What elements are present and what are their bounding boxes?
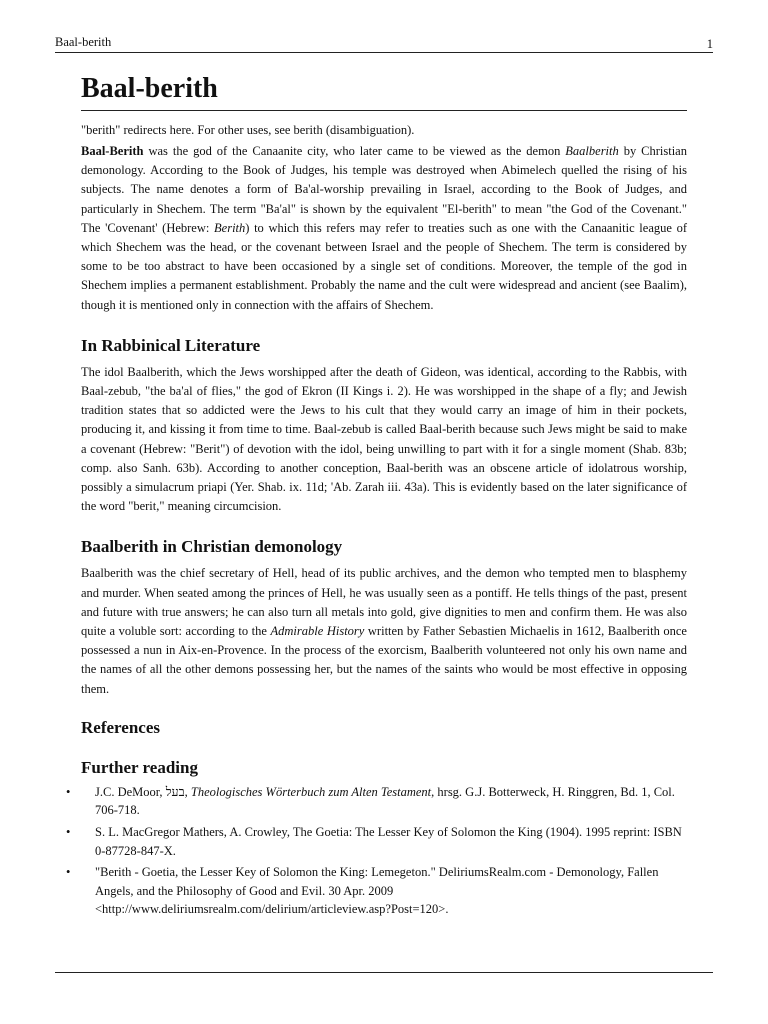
bullet-icon: • (66, 865, 71, 880)
hebrew-term: בעל (165, 784, 185, 799)
running-title: Baal-berith (55, 35, 112, 49)
hatnote: "berith" redirects here. For other uses, see berith (disambiguation). (81, 123, 415, 137)
section-heading-references: References (81, 717, 160, 737)
bullet-icon: • (66, 825, 71, 840)
list-item: • J.C. DeMoor, בעל, Theologisches Wörterbuch zum Alten Testament, hrsg. G.J. Botterweck, H. Ringgren, Bd. 1, Col. 706-718. (66, 784, 675, 818)
article-title: Baal-berith (81, 70, 687, 111)
section-heading-christian: Baalberith in Christian demonology (81, 537, 343, 557)
lead-term: Baal-Berith (81, 144, 144, 158)
christian-paragraph: Baalberith was the chief secretary of Hell, head of its public archives, and the demon who tempted men to blasphemy and murder. When seated among the princes of Hell, he was usually seen as a pontiff. He tells things of the past, present and future with true answers; he can also turn all metals into gold, give dignities to men and confirm them. He was also quite a voluble sort: according to the Admirable History written by Father Sebastien Michaelis in 1612, Baalberith once possessed a nun in Aix-en-Provence. In the process of the exorcism, Baalberith volunteered not only his own name and the names of all the other demons possessing her, but the names of the saints who would be most effective in opposing them. (81, 566, 687, 696)
list-item: • S. L. MacGregor Mathers, A. Crowley, The Goetia: The Lesser Key of Solomon the King (1904). 1995 reprint: ISBN 0-87728-847-X. (66, 825, 682, 858)
page-number: 1 (706, 37, 713, 51)
rabbinical-paragraph: The idol Baalberith, which the Jews worshipped after the death of Gideon, was identical, according to the Rabbis, with Baal-zebub, "the ba'al of flies," the god of Ekron (II Kings i. 2). He was worshipped in the shape of a fly; and Jewish tradition states that so addicted were the Jews to his cult that they would carry an image of him in their pockets, producing it, and kissing it from time to time. Baal-zebub is called Baal-berith because such Jews might be said to make a covenant (Hebrew: "Berit") of devotion with the idol, being unwilling to part with it for a single moment (Shab. 83b; comp. also Sanh. 63b). According to another conception, Baal-berith was an obscene article of idolatrous worship, possibly a simulacrum priapi (Yer. Shab. ix. 11d; 'Ab. Zarah iii. 43a). This is evidently based on the later significance of the word "berit," meaning circumcision. (81, 364, 687, 514)
section-heading-further-reading: Further reading (81, 757, 198, 777)
list-item: • "Berith - Goetia, the Lesser Key of Solomon the King: Lemegeton." DeliriumsRealm.com - Demonology, Fallen Angels, and the Philosophy of Good and Evil. 30 Apr. 2009 <http://www.deliriumsrealm.com/delirium/articleview.asp?Post=120>. (66, 865, 659, 917)
section-heading-rabbinical: In Rabbinical Literature (81, 335, 261, 355)
bullet-icon: • (66, 784, 71, 799)
further-reading-list (66, 783, 687, 919)
intro-paragraph: Baal-Berith was the god of the Canaanite city, who later came to be viewed as the demon Baalberith by Christian demonology. According to the Book of Judges, his temple was destroyed when Abimelech quelled the rising of his subjects. The name denotes a form of Ba'al-worship prevailing in Israel, according to the Book of Judges, and particularly in Shechem. The term "Ba'al" is shown by the equivalent "El-berith" to mean "the God of the Covenant." The 'Covenant' (Hebrew: Berith) to which this refers may refer to treaties such as one with the Canaanitic league of which Shechem was the head, or the covenant between Israel and the people of Shechem. The term is considered by some to be too abstract to have been occasioned by a single set of conditions. Moreover, the temple of the god in Shechem implies a permanent establishment. Probably the name and the cult were widespread and ancient (see Baalim), though it is mentioned only in connection with the affairs of Shechem. (81, 144, 687, 312)
running-header (55, 34, 713, 53)
article-body (66, 70, 687, 922)
footer-rule (55, 972, 713, 973)
